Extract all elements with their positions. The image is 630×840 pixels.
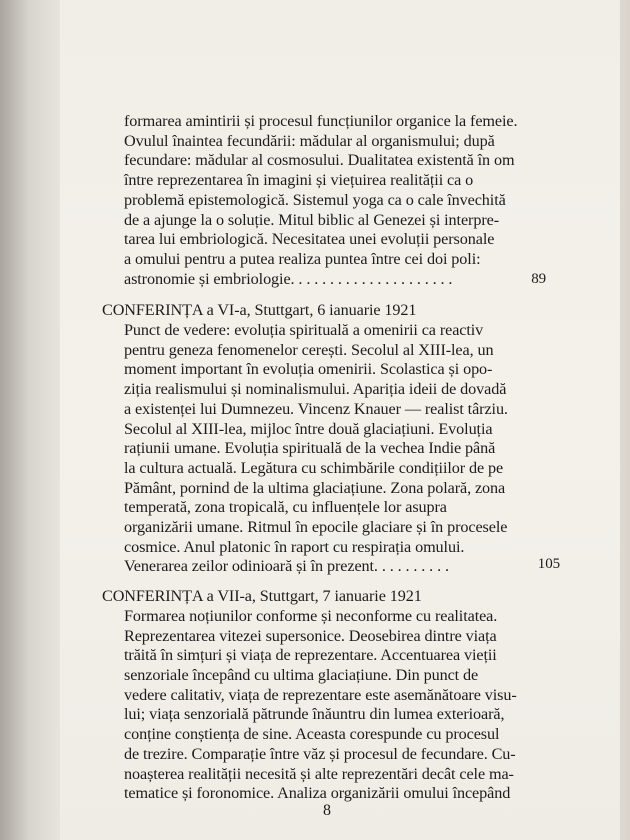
toc-entry — [102, 587, 542, 804]
page-reference: 89 — [531, 270, 546, 287]
text-line: Reprezentarea vitezei supersonice. Deosebirea dintre viața — [124, 626, 497, 645]
heading-text: CONFERINȚA a VI-a, Stuttgart, 6 ianuarie 1921 — [102, 301, 417, 320]
spacer — [102, 289, 542, 301]
page-reference: 105 — [537, 556, 560, 573]
text-line: moment important în evoluția omenirii. Scolastica și opo- — [124, 360, 493, 379]
text-line: a existenței lui Dumnezeu. Vincenz Knauer — realist târziu. — [124, 399, 508, 418]
text-line: de a ajunge la o soluție. Mitul biblic al Genezei și interpre- — [124, 210, 499, 229]
lecture-heading — [102, 301, 542, 321]
text-line: conține conștiența de sine. Aceasta corespunde cu procesul — [124, 725, 500, 744]
text-line: Pământ, pornind de la ultima glaciațiune. Zona polară, zona — [124, 478, 506, 497]
text-line: organizării umane. Ritmul în epocile glaciare și în procesele — [124, 518, 508, 537]
text-line: temperată, zona tropicală, cu influențele lor asupra — [124, 498, 447, 517]
text-line: Formarea noțiunilor conforme și neconforme cu realitatea. — [124, 606, 498, 625]
text-line: la cultura actuală. Legătura cu schimbările condițiilor de pe — [124, 458, 504, 477]
text-line: formarea amintirii și procesul funcțiunilor organice la femeie. — [124, 112, 518, 130]
text-line: între reprezentarea în imagini și viețuirea realității ca o — [124, 171, 474, 190]
entry-summary — [124, 321, 542, 577]
text-line: trăită în simțuri și viața de reprezentare. Accentuarea vieții — [124, 646, 497, 665]
entry-summary — [124, 112, 542, 289]
text-line: Secolul al XIII-lea, mijloc între două glaciațiuni. Evoluția — [124, 419, 493, 438]
text-line: Ovulul înaintea fecundării: mădular al organismului; după — [124, 131, 495, 150]
text-line: problemă epistemologică. Sistemul yoga ca o cale învechită — [124, 190, 506, 209]
page-footer — [0, 802, 630, 820]
text-line: Venerarea zeilor odinioară și în prezent. . . . . . . . . . — [124, 557, 449, 576]
table-of-contents — [102, 112, 560, 804]
text-line: tarea lui embriologică. Necesitatea unei evoluții personale — [124, 230, 495, 249]
text-line: ziția realismului și nominalismului. Apariția ideii de dovadă — [124, 380, 507, 399]
text-line: lui; viața senzorială pătrunde înăuntru din lumea exterioară, — [124, 705, 505, 724]
text-line: senzoriale începând cu ultima glaciațiune. Din punct de — [124, 665, 479, 684]
entry-summary — [124, 607, 542, 804]
text-line: Punct de vedere: evoluția spirituală a omenirii ca reactiv — [124, 321, 484, 340]
lecture-heading — [102, 587, 542, 607]
text-line: astronomie și embriologie. . . . . . . . . . . . . . . . . . . . . — [124, 269, 453, 288]
text-line: a omului pentru a putea realiza puntea între cei doi poli: — [124, 249, 481, 268]
text-line: vedere calitativ, viața de reprezentare este asemănătoare visu- — [124, 685, 517, 704]
text-line: fecundare: mădular al cosmosului. Dualitatea existentă în om — [124, 151, 515, 170]
page-number: 8 — [323, 802, 331, 819]
spacer — [102, 577, 542, 587]
toc-entry — [102, 112, 546, 289]
text-line: tematice și foronomice. Analiza organizării omului începând — [124, 784, 511, 803]
text-line: de trezire. Comparație între văz și procesul de fecundare. Cu- — [124, 744, 516, 763]
toc-entry — [102, 301, 560, 577]
heading-text: CONFERINȚA a VII-a, Stuttgart, 7 ianuarie 1921 — [102, 587, 422, 606]
text-line: rațiunii umane. Evoluția spirituală de la vechea Indie până — [124, 439, 496, 458]
text-line: noașterea realității necesită și alte reprezentări decât cele ma- — [124, 764, 514, 783]
text-line: cosmice. Anul platonic în raport cu respirația omului. — [124, 537, 465, 556]
text-line: pentru geneza fenomenelor cerești. Secolul al XIII-lea, un — [124, 340, 494, 359]
